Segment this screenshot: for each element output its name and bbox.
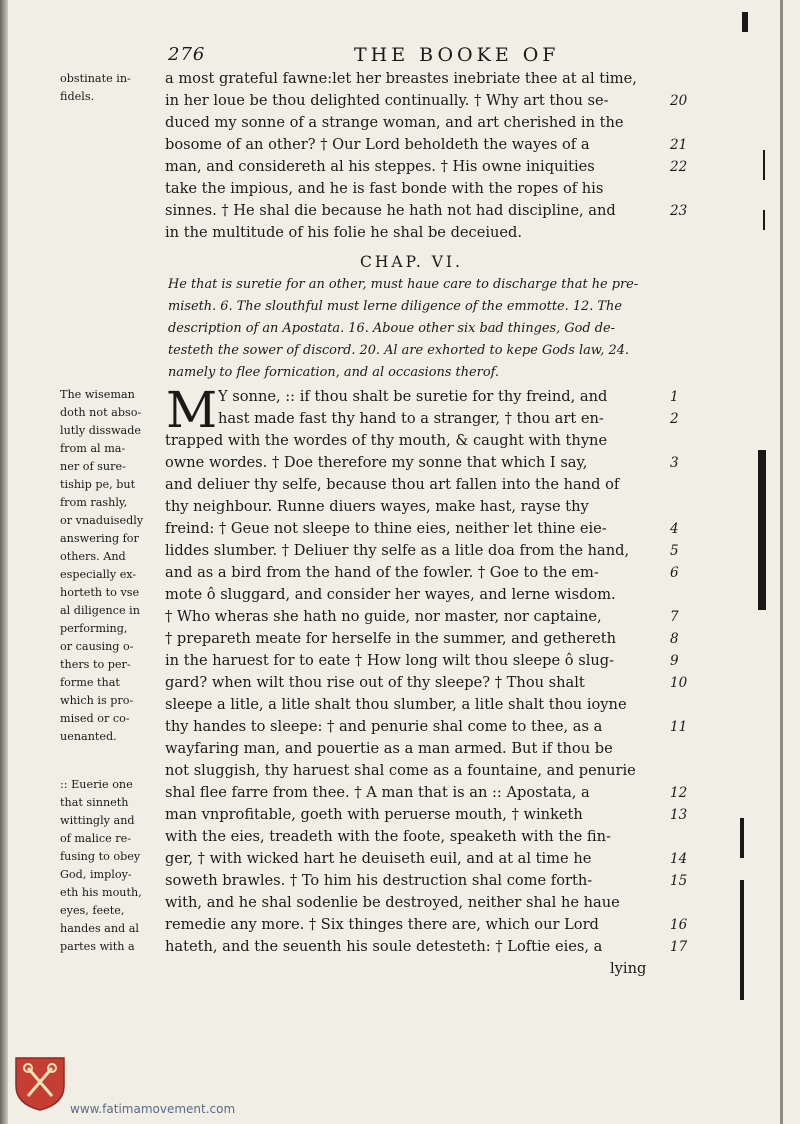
margin-gloss-line: handes and al: [60, 922, 140, 935]
right-margin-rule: [780, 0, 783, 1124]
margin-gloss-line: wittingly and: [60, 814, 135, 827]
margin-gloss-line: doth not abso-: [60, 406, 142, 419]
margin-gloss-line: others. And: [60, 550, 126, 563]
text-line: duced my sonne of a strange woman, and art cherished in the: [165, 114, 624, 131]
text-line: and deliuer thy selfe, because thou art fallen into the hand of: [165, 476, 620, 493]
text-line: mote ô sluggard, and consider her wayes, and lerne wisdom.: [165, 586, 616, 603]
text-line: freind: † Geue not sleepe to thine eies, neither let thine eie-: [165, 520, 607, 537]
verse-number: 5: [670, 543, 679, 559]
verse-number: 21: [670, 137, 688, 153]
text-line: bosome of an other? † Our Lord beholdeth the wayes of a: [165, 136, 590, 153]
text-line: ger, † with wicked hart he deuiseth euil, and at al time he: [165, 850, 592, 867]
text-line: remedie any more. † Six thinges there are, which our Lord: [165, 916, 599, 933]
page-number: 276: [168, 44, 206, 65]
verse-number: 6: [670, 565, 679, 581]
text-line: not sluggish, thy haruest shal come as a fountaine, and penurie: [165, 762, 636, 779]
chapter-argument-line: miseth. 6. The slouthful must lerne diligence of the emmotte. 12. The: [168, 299, 622, 314]
text-line: soweth brawles. † To him his destruction shal come forth-: [165, 872, 593, 889]
text-line: with the eies, treadeth with the foote, speaketh with the fin-: [165, 828, 611, 845]
margin-gloss-line: al diligence in: [60, 604, 140, 617]
text-line: man, and considereth al his steppes. † His owne iniquities: [165, 158, 595, 175]
ink-mark: [763, 150, 765, 180]
verse-number: 13: [670, 807, 688, 823]
chapter-argument-line: description of an Apostata. 16. Aboue other six bad thinges, God de-: [168, 321, 616, 336]
text-line: thy handes to sleepe: † and penurie shal come to thee, as a: [165, 718, 603, 735]
chapter-argument-line: He that is suretie for an other, must haue care to discharge that he pre-: [168, 277, 639, 292]
text-line: a most grateful fawne:let her breastes inebriate thee at al time,: [165, 70, 637, 87]
verse-number: 10: [670, 675, 688, 691]
verse-number: 11: [670, 719, 688, 735]
text-line: man vnprofitable, goeth with peruerse mouth, † winketh: [165, 806, 583, 823]
text-line: and as a bird from the hand of the fowler. † Goe to the em-: [165, 564, 599, 581]
verse-number: 23: [670, 203, 688, 219]
verse-number: 22: [670, 159, 688, 175]
verse-number: 4: [670, 521, 679, 537]
verse-number: 1: [670, 389, 679, 405]
verse-number: 14: [670, 851, 688, 867]
margin-gloss-line: uenanted.: [60, 730, 117, 743]
margin-gloss-line: forme that: [60, 676, 120, 689]
verse-number: 15: [670, 873, 688, 889]
ink-mark: [740, 880, 744, 1000]
verse-number: 17: [670, 939, 688, 955]
verse-number: 9: [670, 653, 679, 669]
watermark-url: www.fatimamovement.com: [70, 1102, 236, 1116]
text-line: gard? when wilt thou rise out of thy sleepe? † Thou shalt: [165, 674, 585, 691]
text-line: hast made fast thy hand to a stranger, † thou art en-: [218, 410, 604, 427]
margin-gloss-line: fidels.: [60, 90, 95, 103]
margin-gloss-line: obstinate in-: [60, 72, 131, 85]
text-line: † prepareth meate for herselfe in the summer, and gethereth: [165, 630, 616, 647]
catchword: lying: [610, 960, 647, 977]
chapter-argument-line: testeth the sower of discord. 20. Al are exhorted to kepe Gods law, 24.: [168, 343, 629, 358]
margin-gloss-line: God, imploy-: [60, 868, 132, 881]
text-line: sleepe a litle, a litle shalt thou slumber, a litle shalt thou ioyne: [165, 696, 627, 713]
margin-gloss-line: partes with a: [60, 940, 135, 953]
book-title: THE BOOKE OF: [354, 44, 560, 66]
text-line: in her loue be thou delighted continually. † Why art thou se-: [165, 92, 609, 109]
margin-gloss-line: which is pro-: [60, 694, 134, 707]
margin-gloss-line: thers to per-: [60, 658, 131, 671]
text-line: Y sonne, :: if thou shalt be suretie for thy freind, and: [218, 388, 608, 405]
margin-gloss-line: The wiseman: [60, 388, 135, 401]
text-line: owne wordes. † Doe therefore my sonne that which I say,: [165, 454, 588, 471]
margin-gloss-line: answering for: [60, 532, 139, 545]
verse-number: 2: [670, 411, 679, 427]
margin-gloss-line: ner of sure-: [60, 460, 126, 473]
margin-gloss-line: or causing o-: [60, 640, 134, 653]
margin-gloss-line: from rashly,: [60, 496, 128, 509]
chapter-argument-line: namely to flee fornication, and al occasions therof.: [168, 365, 500, 380]
text-line: thy neighbour. Runne diuers wayes, make hast, rayse thy: [165, 498, 589, 515]
text-line: in the multitude of his folie he shal be deceiued.: [165, 224, 523, 241]
text-line: wayfaring man, and pouertie as a man armed. But if thou be: [165, 740, 613, 757]
chapter-heading: CHAP. VI.: [360, 253, 463, 271]
page-edge: [0, 0, 8, 1124]
verse-number: 16: [670, 917, 688, 933]
margin-gloss-line: from al ma-: [60, 442, 126, 455]
margin-gloss-line: eyes, feete,: [60, 904, 125, 917]
text-line: † Who wheras she hath no guide, nor master, nor captaine,: [165, 608, 602, 625]
text-line: with, and he shal sodenlie be destroyed, neither shal he haue: [165, 894, 620, 911]
papal-keys-logo-icon: [12, 1052, 68, 1112]
text-line: sinnes. † He shal die because he hath not had discipline, and: [165, 202, 616, 219]
margin-gloss-line: horteth to vse: [60, 586, 140, 599]
verse-number: 20: [670, 93, 688, 109]
verse-number: 12: [670, 785, 688, 801]
margin-gloss-line: eth his mouth,: [60, 886, 142, 899]
ink-mark: [763, 210, 765, 230]
margin-gloss-line: mised or co-: [60, 712, 130, 725]
text-line: take the impious, and he is fast bonde with the ropes of his: [165, 180, 604, 197]
text-line: liddes slumber. † Deliuer thy selfe as a litle doa from the hand,: [165, 542, 630, 559]
ink-mark: [742, 12, 748, 32]
text-line: in the haruest for to eate † How long wilt thou sleepe ô slug-: [165, 652, 615, 669]
running-head: [168, 44, 668, 66]
verse-number: 3: [670, 455, 679, 471]
margin-gloss-line: especially ex-: [60, 568, 137, 581]
margin-gloss-line: of malice re-: [60, 832, 132, 845]
ink-mark: [758, 450, 766, 610]
text-line: hateth, and the seuenth his soule detesteth: † Loftie eies, a: [165, 938, 603, 955]
margin-gloss-line: lutly disswade: [60, 424, 141, 437]
drop-cap: M: [166, 381, 218, 439]
ink-mark: [740, 818, 744, 858]
text-line: shal flee farre from thee. † A man that is an :: Apostata, a: [165, 784, 590, 801]
text-line: trapped with the wordes of thy mouth, & caught with thyne: [165, 432, 608, 449]
margin-gloss-line: that sinneth: [60, 796, 129, 809]
margin-gloss-line: tiship pe, but: [60, 478, 136, 491]
margin-gloss-line: or vnaduisedly: [60, 514, 144, 527]
verse-number: 7: [670, 609, 679, 625]
margin-gloss-line: :: Euerie one: [60, 778, 133, 791]
verse-number: 8: [670, 631, 679, 647]
margin-gloss-line: fusing to obey: [60, 850, 141, 863]
margin-gloss-line: performing,: [60, 622, 128, 635]
